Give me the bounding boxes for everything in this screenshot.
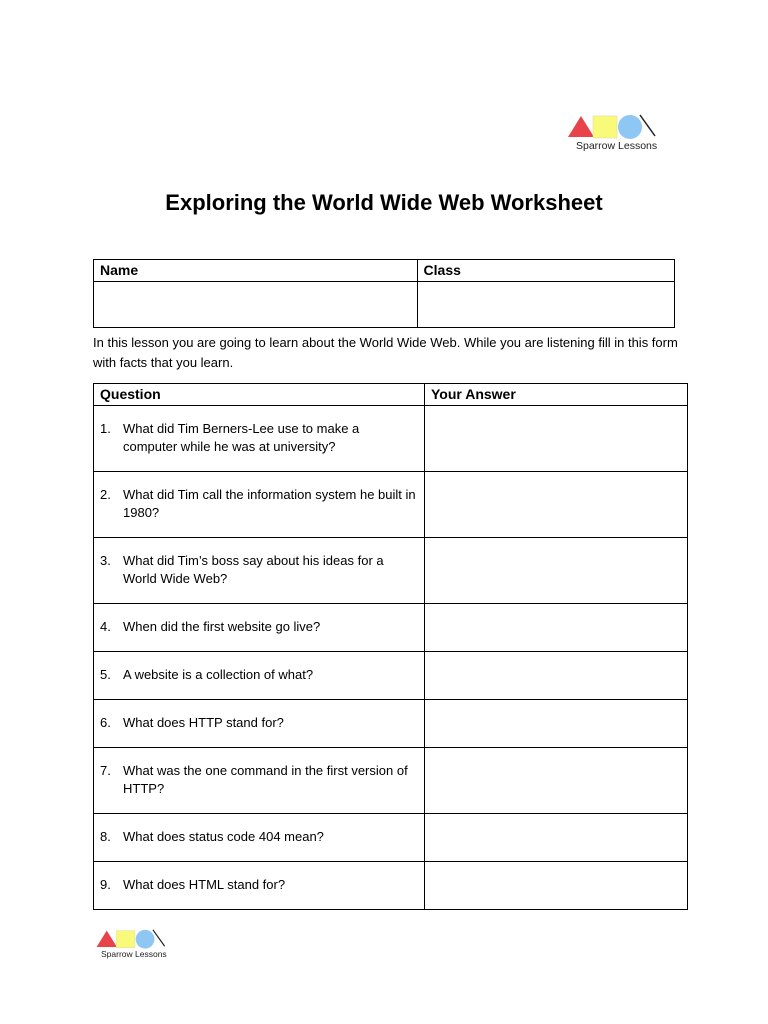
question-number: 4. [100,619,111,634]
page-title: Exploring the World Wide Web Worksheet [165,190,603,215]
table-row [94,538,688,604]
question-text: What was the one command in the first version of HTTP? [123,763,408,796]
question-header: Question [94,384,425,406]
question-text: A website is a collection of what? [123,667,314,682]
logo-line-icon [153,930,165,946]
name-header: Name [94,260,418,282]
logo-triangle-icon [97,931,117,947]
question-text: When did the first website go live? [123,619,321,634]
logo-line-icon [640,115,655,136]
question-cell [94,538,425,604]
logo-circle-icon [618,115,642,139]
table-row [94,814,688,862]
logo-text: Sparrow Lessons [576,140,658,152]
table-row [94,472,688,538]
question-cell [94,652,425,700]
logo-text: Sparrow Lessons [101,949,167,959]
student-info-table [93,259,675,328]
class-header: Class [417,260,674,282]
question-cell [94,748,425,814]
questions-table [93,383,688,910]
question-number: 2. [100,487,111,502]
question-text: What does HTML stand for? [123,877,286,892]
answer-field[interactable] [425,700,688,748]
question-cell [94,406,425,472]
answer-header: Your Answer [425,384,688,406]
answer-field[interactable] [425,406,688,472]
question-number: 7. [100,763,111,778]
sparrow-lessons-footer-logo [95,929,195,969]
logo-shapes-icon [566,114,658,142]
logo-triangle-icon [568,116,594,137]
class-field[interactable] [417,282,674,328]
question-cell [94,604,425,652]
table-row [94,862,688,910]
question-number: 6. [100,715,111,730]
question-cell [94,472,425,538]
question-cell [94,862,425,910]
question-text: What does HTTP stand for? [123,715,284,730]
sparrow-lessons-logo [566,114,666,154]
question-text: What does status code 404 mean? [123,829,324,844]
question-number: 5. [100,667,111,682]
name-field[interactable] [94,282,418,328]
question-text: What did Tim’s boss say about his ideas for a World Wide Web? [123,553,384,586]
question-number: 3. [100,553,111,568]
table-row [94,700,688,748]
question-number: 8. [100,829,111,844]
question-number: 1. [100,421,111,436]
question-cell [94,814,425,862]
logo-shapes-icon [95,929,167,951]
logo-circle-icon [136,930,155,949]
table-row [94,748,688,814]
answer-field[interactable] [425,604,688,652]
answer-field[interactable] [425,652,688,700]
logo-square-icon [593,116,617,138]
table-row [94,406,688,472]
answer-field[interactable] [425,748,688,814]
answer-field[interactable] [425,538,688,604]
table-row [94,652,688,700]
question-number: 9. [100,877,111,892]
answer-field[interactable] [425,814,688,862]
logo-square-icon [116,931,135,948]
answer-field[interactable] [425,862,688,910]
answer-field[interactable] [425,472,688,538]
table-row [94,604,688,652]
question-cell [94,700,425,748]
question-text: What did Tim Berners-Lee use to make a computer while he was at university? [123,421,360,454]
question-text: What did Tim call the information system he built in 1980? [123,487,416,520]
intro-text: In this lesson you are going to learn about the World Wide Web. While you are listening fill in this form with facts that you learn. [93,335,678,370]
